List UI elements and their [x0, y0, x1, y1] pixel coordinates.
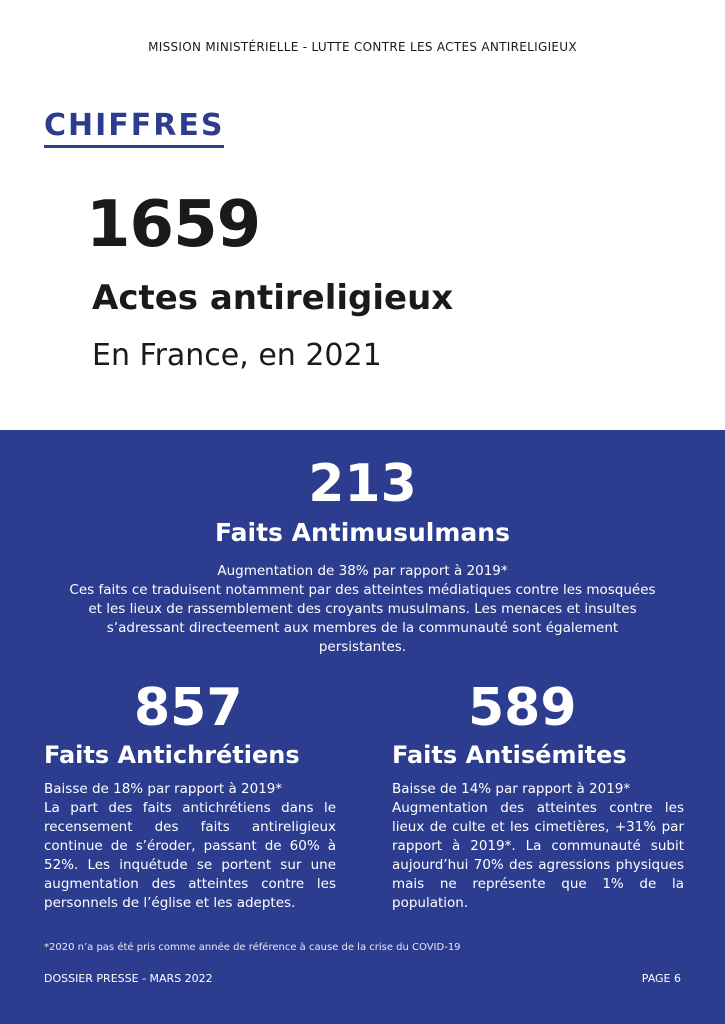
antisemites-number: 589 [468, 678, 577, 738]
antichretiens-label: Faits Antichrétiens [44, 741, 300, 769]
document-header: MISSION MINISTÉRIELLE - LUTTE CONTRE LES ACTES ANTIRELIGIEUX [148, 40, 577, 54]
antichretiens-block [44, 678, 336, 913]
antisemites-description: Augmentation des atteintes contre les lieux de culte et les cimetières, +31% par rapport à 2019*. La communauté subit aujourd’hui 70% des agressions physiques mais ne représente que 1% de la population. [392, 800, 684, 911]
antimusulmans-number: 213 [308, 454, 417, 514]
footer-publication: DOSSIER PRESSE - MARS 2022 [44, 972, 213, 985]
antisemites-block [392, 678, 684, 913]
statistics-panel [0, 430, 725, 1024]
antichretiens-change: Baisse de 18% par rapport à 2019* [44, 781, 283, 797]
section-title: CHIFFRES [44, 108, 224, 148]
antisemites-change: Baisse de 14% par rapport à 2019* [392, 781, 631, 797]
antichretiens-description: La part des faits antichrétiens dans le recensement des faits antireligieux continue de s’éroder, passant de 60% à 52%. Les inquétude se portent sur une augmentation des atteintes contre les personnels de l’église et les adeptes. [44, 800, 336, 911]
footnote: *2020 n’a pas été pris comme année de référence à cause de la crise du COVID-19 [44, 942, 461, 953]
antimusulmans-block [62, 454, 663, 657]
total-acts-subtitle: En France, en 2021 [92, 338, 382, 373]
antisemites-label: Faits Antisémites [392, 741, 627, 769]
total-acts-number: 1659 [86, 188, 261, 262]
page-number: PAGE 6 [641, 972, 681, 985]
antimusulmans-change: Augmentation de 38% par rapport à 2019* [217, 563, 508, 579]
antimusulmans-label: Faits Antimusulmans [215, 518, 510, 547]
antichretiens-number: 857 [134, 678, 243, 738]
antimusulmans-description: Ces faits ce traduisent notamment par des atteintes médiatiques contre les mosquées et les lieux de rassemblement des croyants musulmans. Les menaces et insultes s’adressant directeement aux membres de la communauté sont également persistantes. [69, 582, 656, 655]
total-acts-label: Actes antireligieux [92, 278, 454, 318]
